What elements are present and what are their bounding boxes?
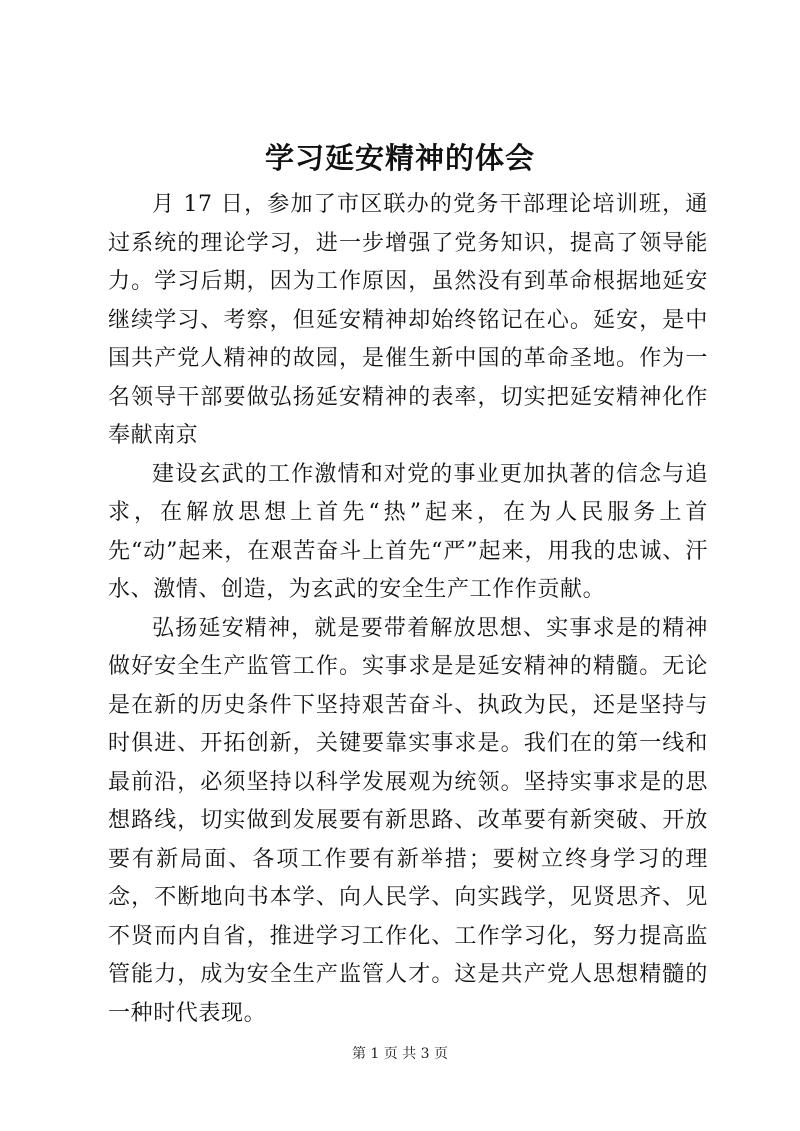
- paragraph-3: 弘扬延安精神，就是要带着解放思想、实事求是的精神做好安全生产监管工作。实事求是是延安精神的精髓。无论是在新的历史条件下坚持艰苦奋斗、执政为民，还是坚持与时俱进、开拓创新，关键要靠实事求是。我们在的第一线和最前沿，必须坚持以科学发展观为统领。坚持实事求是的思想路线，切实做到发展要有新思路、改革要有新突破、开放要有新局面、各项工作要有新举措；要树立终身学习的理念，不断地向书本学、向人民学、向实践学，见贤思齐、见不贤而内自省，推进学习工作化、工作学习化，努力提高监管能力，成为安全生产监管人才。这是共产党人思想精髓的一种时代表现。: [108, 615, 708, 1026]
- page-footer: 第 1 页 共 3 页: [351, 1046, 449, 1062]
- paragraph-2: 建设玄武的工作激情和对党的事业更加执著的信念与追求，在解放思想上首先“热”起来，在为人民服务上首先“动”起来，在艰苦奋斗上首先“严”起来，用我的忠诚、汗水、激情、创造，为玄武的安全生产工作作贡献。: [108, 461, 708, 602]
- document-title: 学习延安精神的体会: [264, 141, 535, 175]
- paragraph-1: 月 17 日，参加了市区联办的党务干部理论培训班，通过系统的理论学习，进一步增强了党务知识，提高了领导能力。学习后期，因为工作原因，虽然没有到革命根据地延安继续学习、考察，但延安精神却始终铭记在心。延安，是中国共产党人精神的故园，是催生新中国的革命圣地。作为一名领导干部要做弘扬延安精神的表率，切实把延安精神化作奉献南京: [108, 192, 708, 448]
- document-body: [108, 186, 708, 1033]
